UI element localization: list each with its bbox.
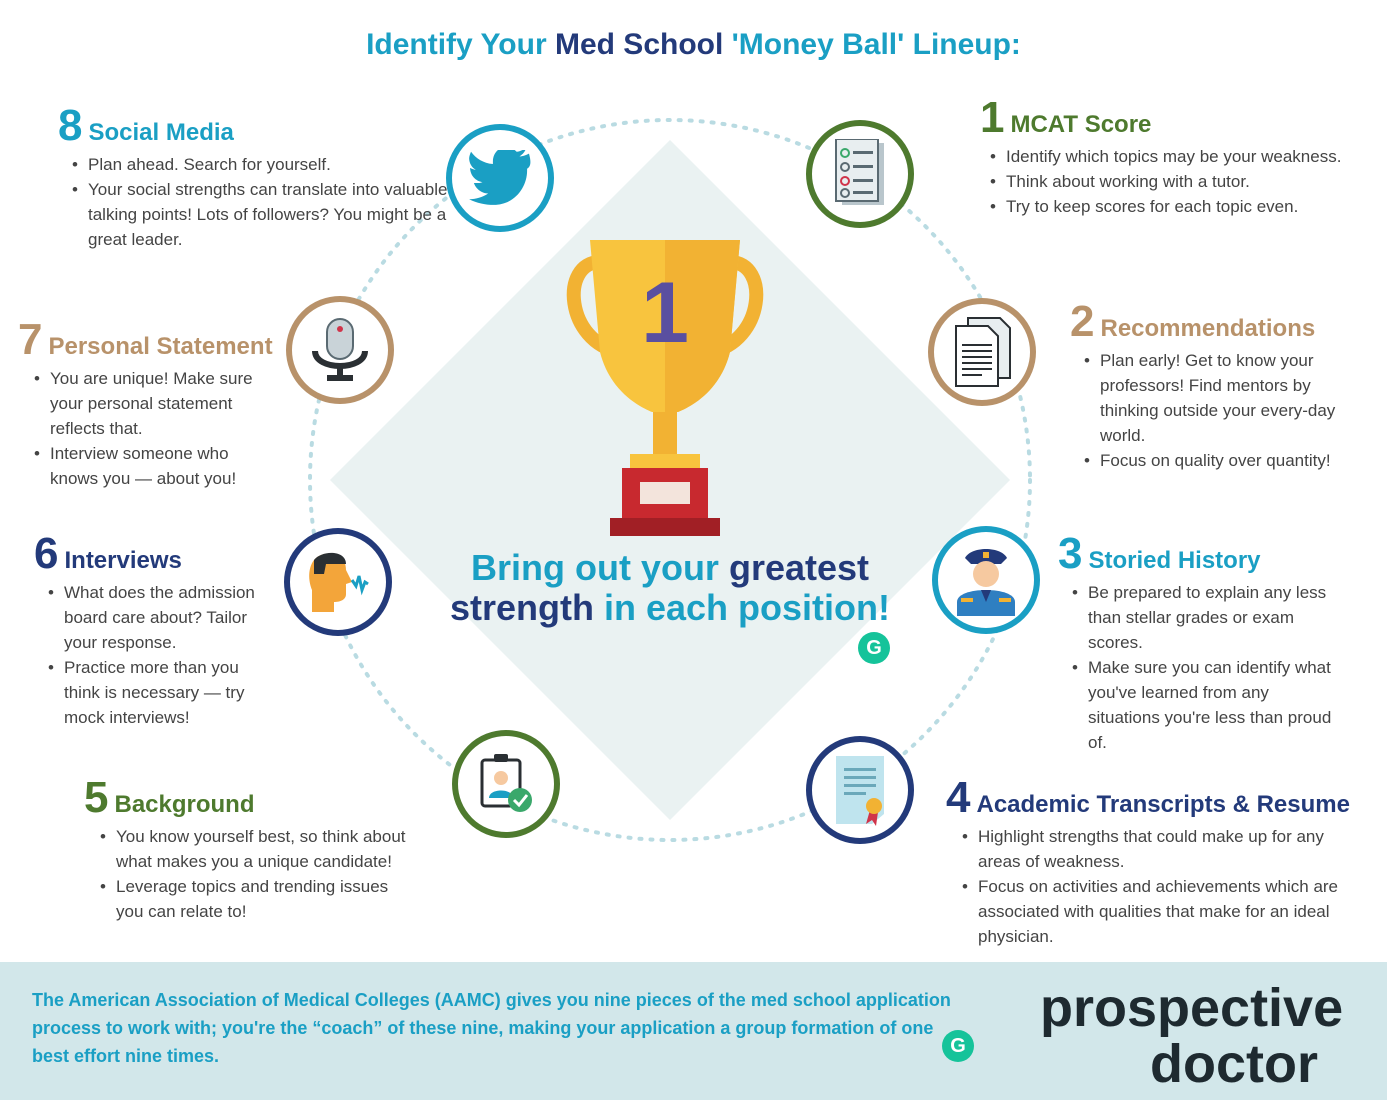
bullet: • Your social strengths can translate into valuable talking points! Lots of followers? You might be a great leader. bbox=[88, 177, 458, 252]
bullet: • Practice more than you think is necessary — try mock interviews! bbox=[64, 655, 274, 730]
pilot-icon bbox=[951, 544, 1021, 616]
microphone-icon bbox=[305, 315, 375, 385]
bullet: • Think about working with a tutor. bbox=[1006, 169, 1360, 194]
center-slogan: Bring out your greatest strength in each position! bbox=[449, 547, 890, 628]
logo-line1: prospective bbox=[1040, 978, 1344, 1038]
id-badge-icon bbox=[476, 752, 536, 816]
item-number: 5 bbox=[84, 773, 109, 822]
bullet: • Plan early! Get to know your professors! Find mentors by thinking outside your every-day world. bbox=[1100, 348, 1358, 448]
item-number: 3 bbox=[1058, 529, 1083, 578]
footer-text: The American Association of Medical Colleges (AAMC) gives you nine pieces of the med school application process to work with; you're the “coach” of these nine, making your application a group formation of one best effort nine times. bbox=[32, 990, 951, 1066]
item-title: Recommendations bbox=[1100, 315, 1316, 342]
item-title: Social Media bbox=[88, 119, 234, 146]
speaking-head-icon bbox=[306, 550, 370, 614]
item-number: 2 bbox=[1070, 297, 1095, 346]
item-title: Interviews bbox=[64, 547, 182, 574]
bullet: • Focus on activities and achievements which are associated with qualities that make for an ideal physician. bbox=[978, 874, 1348, 949]
social-media-circle bbox=[446, 124, 554, 232]
bullet: • Highlight strengths that could make up for any areas of weakness. bbox=[978, 824, 1348, 874]
grammarly-icon[interactable]: G bbox=[858, 632, 890, 664]
bullet: • You know yourself best, so think about what makes you a unique candidate! bbox=[116, 824, 412, 874]
background-circle bbox=[452, 730, 560, 838]
bullet: • Try to keep scores for each topic even. bbox=[1006, 194, 1360, 219]
item-mcat bbox=[980, 93, 1360, 219]
item-title: MCAT Score bbox=[1010, 111, 1152, 138]
item-storied-history bbox=[1058, 529, 1358, 755]
transcripts-circle bbox=[806, 736, 914, 844]
bullet: • You are unique! Make sure your personal statement reflects that. bbox=[50, 366, 260, 441]
documents-icon bbox=[950, 316, 1014, 388]
item-title: Academic Transcripts & Resume bbox=[976, 791, 1350, 818]
logo-line2: doctor bbox=[1150, 1034, 1318, 1094]
item-number: 1 bbox=[980, 93, 1005, 142]
certificate-icon bbox=[832, 754, 888, 826]
item-title: Personal Statement bbox=[48, 333, 273, 360]
twitter-bird-icon bbox=[468, 150, 532, 206]
bullet: • Leverage topics and trending issues you can relate to! bbox=[116, 874, 412, 924]
trophy-icon bbox=[560, 232, 770, 542]
grammarly-icon-footer[interactable]: G bbox=[942, 1030, 974, 1062]
bullet: • Interview someone who knows you — about you! bbox=[50, 441, 260, 491]
item-social-media bbox=[58, 101, 458, 252]
bullet: • What does the admission board care about? Tailor your response. bbox=[64, 580, 274, 655]
mcat-circle bbox=[806, 120, 914, 228]
item-number: 4 bbox=[946, 773, 971, 822]
bullet: • Identify which topics may be your weakness. bbox=[1006, 144, 1360, 169]
interviews-circle bbox=[284, 528, 392, 636]
personal-statement-circle bbox=[286, 296, 394, 404]
item-number: 7 bbox=[18, 315, 43, 364]
item-number: 8 bbox=[58, 101, 83, 150]
recommendations-circle bbox=[928, 298, 1036, 406]
item-title: Background bbox=[114, 791, 255, 818]
bullet: • Be prepared to explain any less than stellar grades or exam scores. bbox=[1088, 580, 1340, 655]
item-number: 6 bbox=[34, 529, 59, 578]
prospective-doctor-logo bbox=[1040, 980, 1380, 1092]
item-transcripts bbox=[946, 773, 1366, 949]
bullet: • Plan ahead. Search for yourself. bbox=[88, 152, 458, 177]
item-interviews bbox=[34, 529, 284, 730]
page-title: Identify Your Med School 'Money Ball' Lineup: bbox=[366, 28, 1021, 61]
storied-history-circle bbox=[932, 526, 1040, 634]
trophy-number: 1 bbox=[641, 265, 689, 361]
item-personal-statement bbox=[18, 315, 280, 491]
bullet: • Make sure you can identify what you've learned from any situations you're less than proud of. bbox=[1088, 655, 1340, 755]
item-title: Storied History bbox=[1088, 547, 1261, 574]
bullet: • Focus on quality over quantity! bbox=[1100, 448, 1358, 473]
checklist-icon bbox=[832, 139, 888, 209]
item-background bbox=[84, 773, 424, 924]
item-recommendations bbox=[1070, 297, 1370, 473]
